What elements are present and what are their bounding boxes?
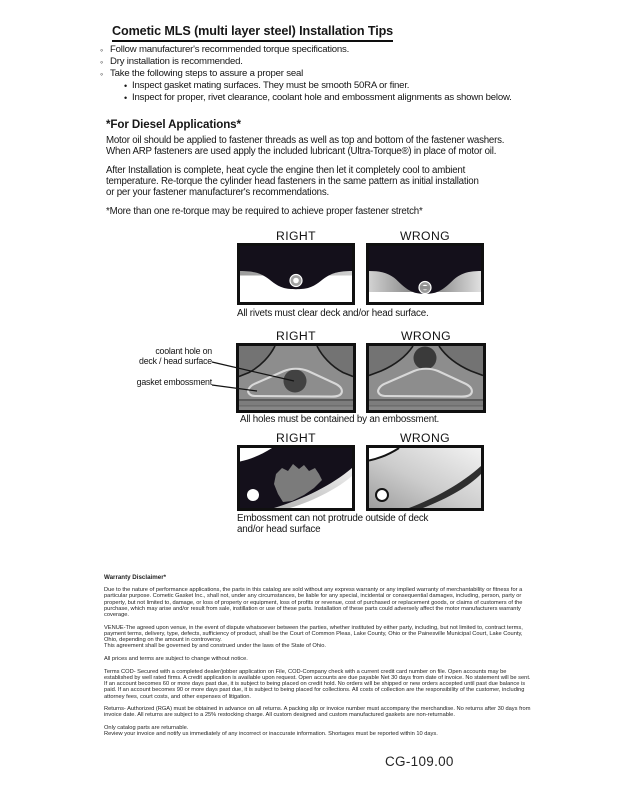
figure1-right-label: RIGHT — [276, 229, 316, 243]
figure3-caption: Embossment can not protrude outside of deck and/or head surface — [237, 513, 429, 535]
paragraph-line: After Installation is complete, heat cycle the engine then let it completely cool to ambient — [106, 165, 466, 176]
installation-tips-list — [100, 44, 546, 104]
embossment-wrong-illustration — [369, 346, 483, 410]
rivet-wrong-diagram — [366, 243, 484, 305]
sub-list-item: • Inspect gasket mating surfaces. They must be smooth 50RA or finer. — [100, 80, 546, 92]
deck-right-diagram — [237, 445, 355, 511]
disclaimer-paragraph: Only catalog parts are returnable. — [104, 725, 189, 732]
embossment-right-illustration — [239, 346, 353, 410]
rivet-right-diagram — [237, 243, 355, 305]
coolant-hole-label — [108, 346, 212, 366]
diesel-paragraph-1 — [106, 136, 546, 158]
rivet-right-illustration — [240, 246, 352, 302]
deck-wrong-illustration — [369, 448, 481, 508]
disclaimer-paragraph: VENUE-The agreed upon venue, in the event of dispute whatsoever between the parties, whether instituted by either party, including, but not limited to, contract terms, payment terms, delivery, type, defects, sufficiency of product, shall be the Court of Common Pleas, Lake County, Ohio or the Painesville Municipal Court, Lake County, Ohio, depending on the amount in controversy. — [104, 624, 523, 644]
list-item: ◦ Dry installation is recommended. — [100, 56, 546, 68]
paragraph-line: or per your fastener manufacturer's recommendations. — [106, 186, 329, 198]
disclaimer-paragraph: Returns- Authorized (RGA) must be obtained in advance on all returns. A packing slip or invoice number must accompany the merchandise. No returns after 30 days from invoice date. All returns are subject to a 25% restocking charge. All custom designed and custom manufactured gaskets are non-returnable. — [104, 706, 531, 719]
figure2-caption: All holes must be contained by an embossment. — [240, 414, 440, 425]
paragraph-line: Motor oil should be applied to fastener threads as well as top and bottom of the fastener washers. — [106, 135, 505, 146]
paragraph-line: When ARP fasteners are used apply the included lubricant (Ultra-Torque®) in place of motor oil. — [106, 145, 497, 157]
warranty-disclaimer — [104, 575, 531, 744]
figure1-caption: All rivets must clear deck and/or head surface. — [237, 308, 429, 319]
figure3-right-label: RIGHT — [276, 431, 316, 445]
embossment-wrong-diagram — [366, 343, 486, 413]
retorque-note: *More than one re-torque may be required to achieve proper fastener stretch* — [106, 206, 423, 217]
paragraph-line: temperature. Re-torque the cylinder head fasteners in the same pattern as initial installation — [106, 175, 479, 187]
page-title: Cometic MLS (multi layer steel) Installation Tips — [112, 24, 393, 42]
figure2-right-label: RIGHT — [276, 329, 316, 343]
rivet-wrong-illustration — [369, 246, 481, 302]
label-line: deck / head surface — [139, 356, 212, 366]
disclaimer-paragraph: Due to the nature of performance applications, the parts in this catalog are sold without any express warranty or any implied warranty of merchantability or fitness for a particular purpose. Cometic Gasket Inc., shall not, under any circumstances, be liable for any special, incidental or consequential damages, including, person, party or property, but not limited to, damage, or loss of property or equipment, loss of profits or revenue, cost of purchased or replacement goods, or claims of customers of the purchase, which may arise and/or result from sale, instillation or use of these parts. Installation of these parts could adversely affect the motor manufacturers warranty coverage. — [104, 587, 523, 619]
list-item: ◦ Take the following steps to assure a proper seal — [100, 68, 546, 80]
disclaimer-paragraph: This agreement shall be governed by and construed under the laws of the State of Ohio. — [104, 643, 326, 650]
embossment-right-diagram — [236, 343, 356, 413]
gasket-embossment-label: gasket embossment — [136, 377, 212, 387]
page-number: CG-109.00 — [385, 754, 454, 769]
figure2-wrong-label: WRONG — [400, 329, 452, 343]
disclaimer-heading: Warranty Disclaimer* — [104, 574, 167, 581]
figure1-wrong-label: WRONG — [399, 229, 451, 243]
deck-wrong-diagram — [366, 445, 484, 511]
diesel-section-heading: *For Diesel Applications* — [106, 118, 241, 131]
diesel-paragraph-2 — [106, 166, 546, 198]
deck-right-illustration — [240, 448, 352, 508]
figure3-wrong-label: WRONG — [399, 431, 451, 445]
list-item: ◦ Follow manufacturer's recommended torque specifications. — [100, 44, 546, 56]
label-line: coolant hole on — [155, 346, 212, 356]
disclaimer-paragraph: Terms COD- Secured with a completed dealer/jobber application on File, COD-Company check with a current credit card number on file. Open accounts may be established by well rated firms. A credit application is available upon request. Open accounts are due payable Net 30 days from date of invoice. No statement will be sent. If an account becomes 60 or more days past due, it is subject to being placed on credit hold. No orders will be shipped or new orders accepted until past due balance is paid. If an account becomes 90 or more days past due, it is subject to being placed for collections. All costs of collection are the responsibility of the customer, including attorney fees, court costs, and other expenses of litigation. — [104, 668, 531, 700]
disclaimer-paragraph: Review your invoice and notify us immediately of any incorrect or inaccurate information. Shortages must be reported within 10 days. — [104, 731, 438, 738]
sub-list-item: • Inspect for proper, rivet clearance, coolant hole and embossment alignments as shown below. — [100, 92, 546, 104]
disclaimer-paragraph: All prices and terms are subject to change without notice. — [104, 656, 248, 663]
